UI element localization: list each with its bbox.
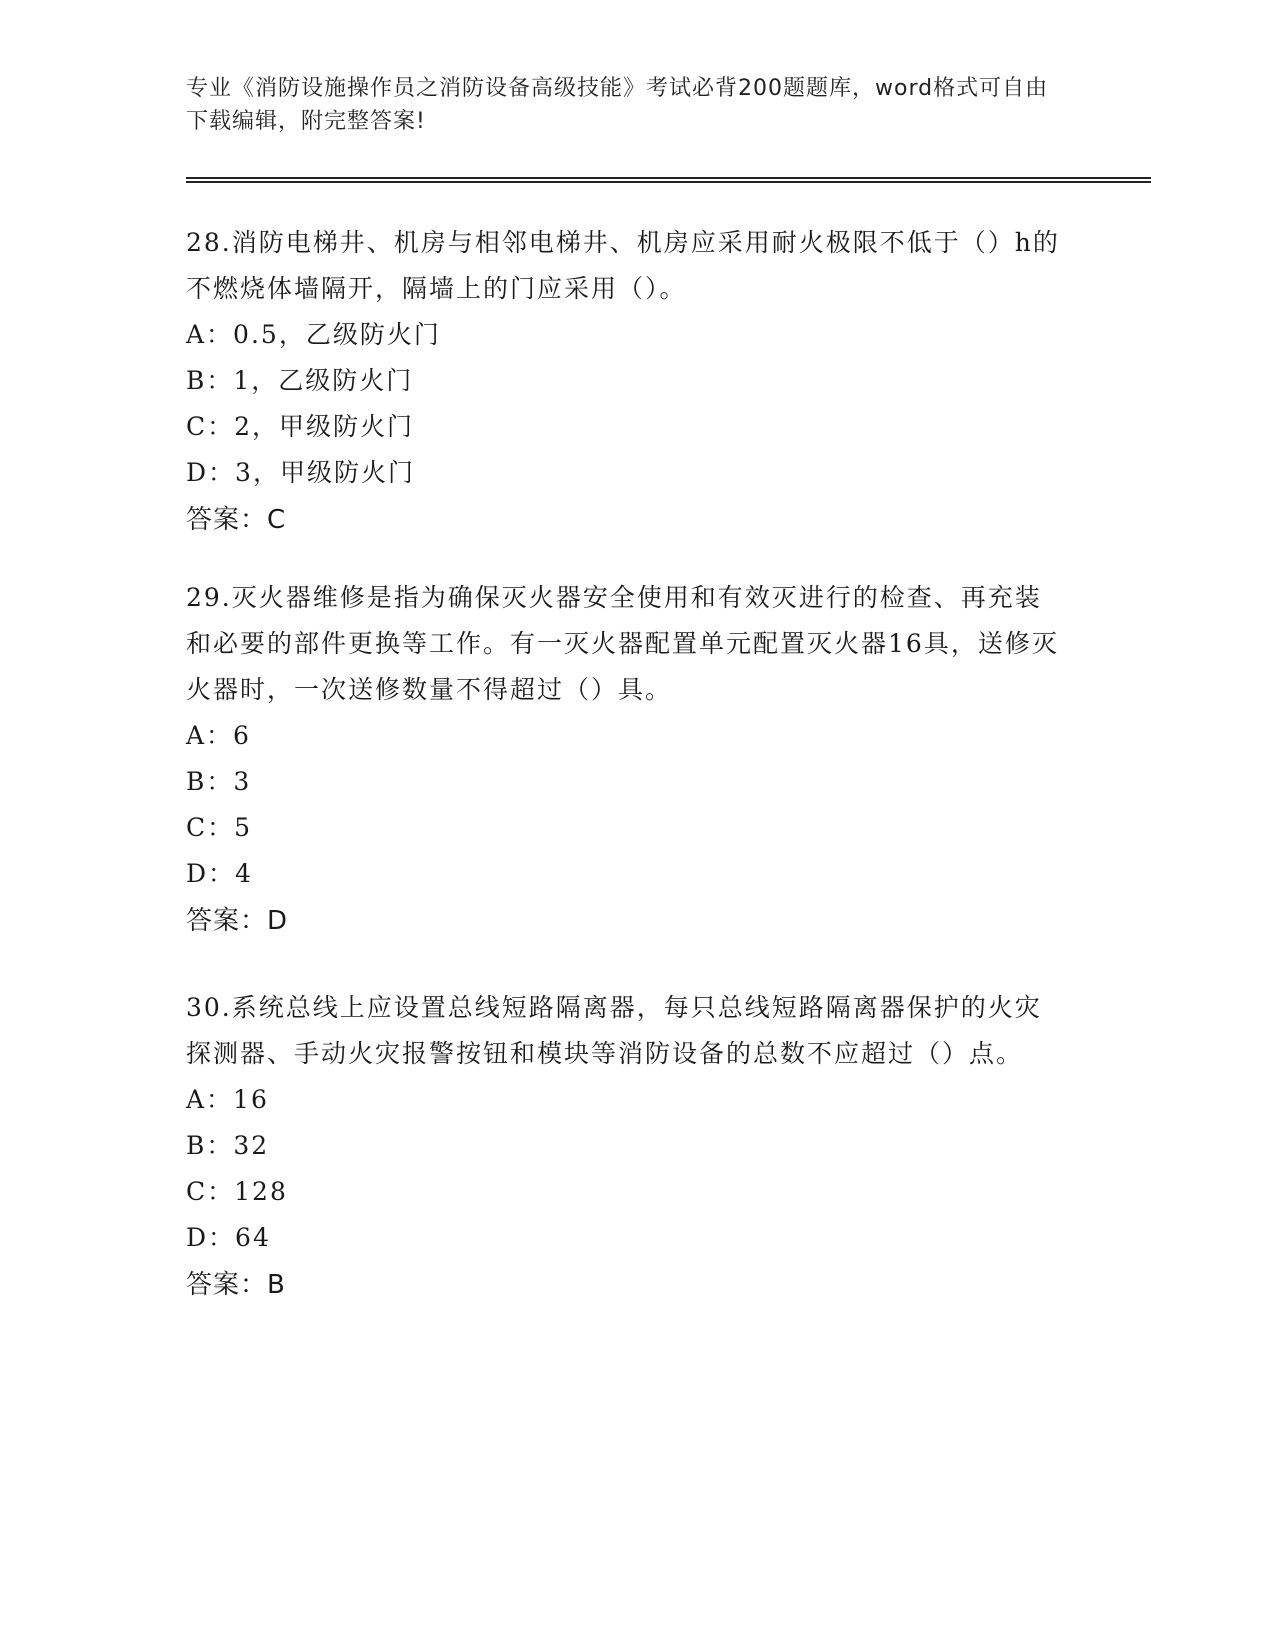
page-header: 专业《消防设施操作员之消防设备高级技能》考试必背200题题库，word格式可自由下载编辑，附完整答案! <box>186 76 1049 134</box>
option-c: C：2，甲级防火门 <box>186 412 415 441</box>
question-28 <box>186 220 1066 542</box>
option-c: C：128 <box>186 1177 288 1206</box>
option-a: A：16 <box>186 1085 269 1114</box>
answer-label: 答案：B <box>186 1270 286 1300</box>
question-stem: 28.消防电梯井、机房与相邻电梯井、机房应采用耐火极限不低于（）h的不燃烧体墙隔开，隔墙上的门应采用（）。 <box>186 228 1060 303</box>
question-29 <box>186 575 1066 943</box>
option-b: B：1，乙级防火门 <box>186 366 414 395</box>
question-30 <box>186 985 1066 1307</box>
option-d: D：4 <box>186 859 253 888</box>
option-a: A：6 <box>186 721 251 750</box>
answer-label: 答案：C <box>186 505 287 535</box>
option-a: A：0.5，乙级防火门 <box>186 320 441 349</box>
option-c: C：5 <box>186 813 253 842</box>
option-d: D：64 <box>186 1223 271 1252</box>
option-b: B：32 <box>186 1131 270 1160</box>
answer-label: 答案：D <box>186 906 289 936</box>
option-d: D：3，甲级防火门 <box>186 458 415 487</box>
question-stem: 29.灭火器维修是指为确保灭火器安全使用和有效灭进行的检查、再充装和必要的部件更换等工作。有一灭火器配置单元配置灭火器16具，送修灭火器时，一次送修数量不得超过（）具。 <box>186 583 1059 704</box>
option-b: B：3 <box>186 767 252 796</box>
question-stem: 30.系统总线上应设置总线短路隔离器，每只总线短路隔离器保护的火灾探测器、手动火灾报警按钮和模块等消防设备的总数不应超过（）点。 <box>186 993 1042 1068</box>
header-divider <box>186 177 1151 183</box>
